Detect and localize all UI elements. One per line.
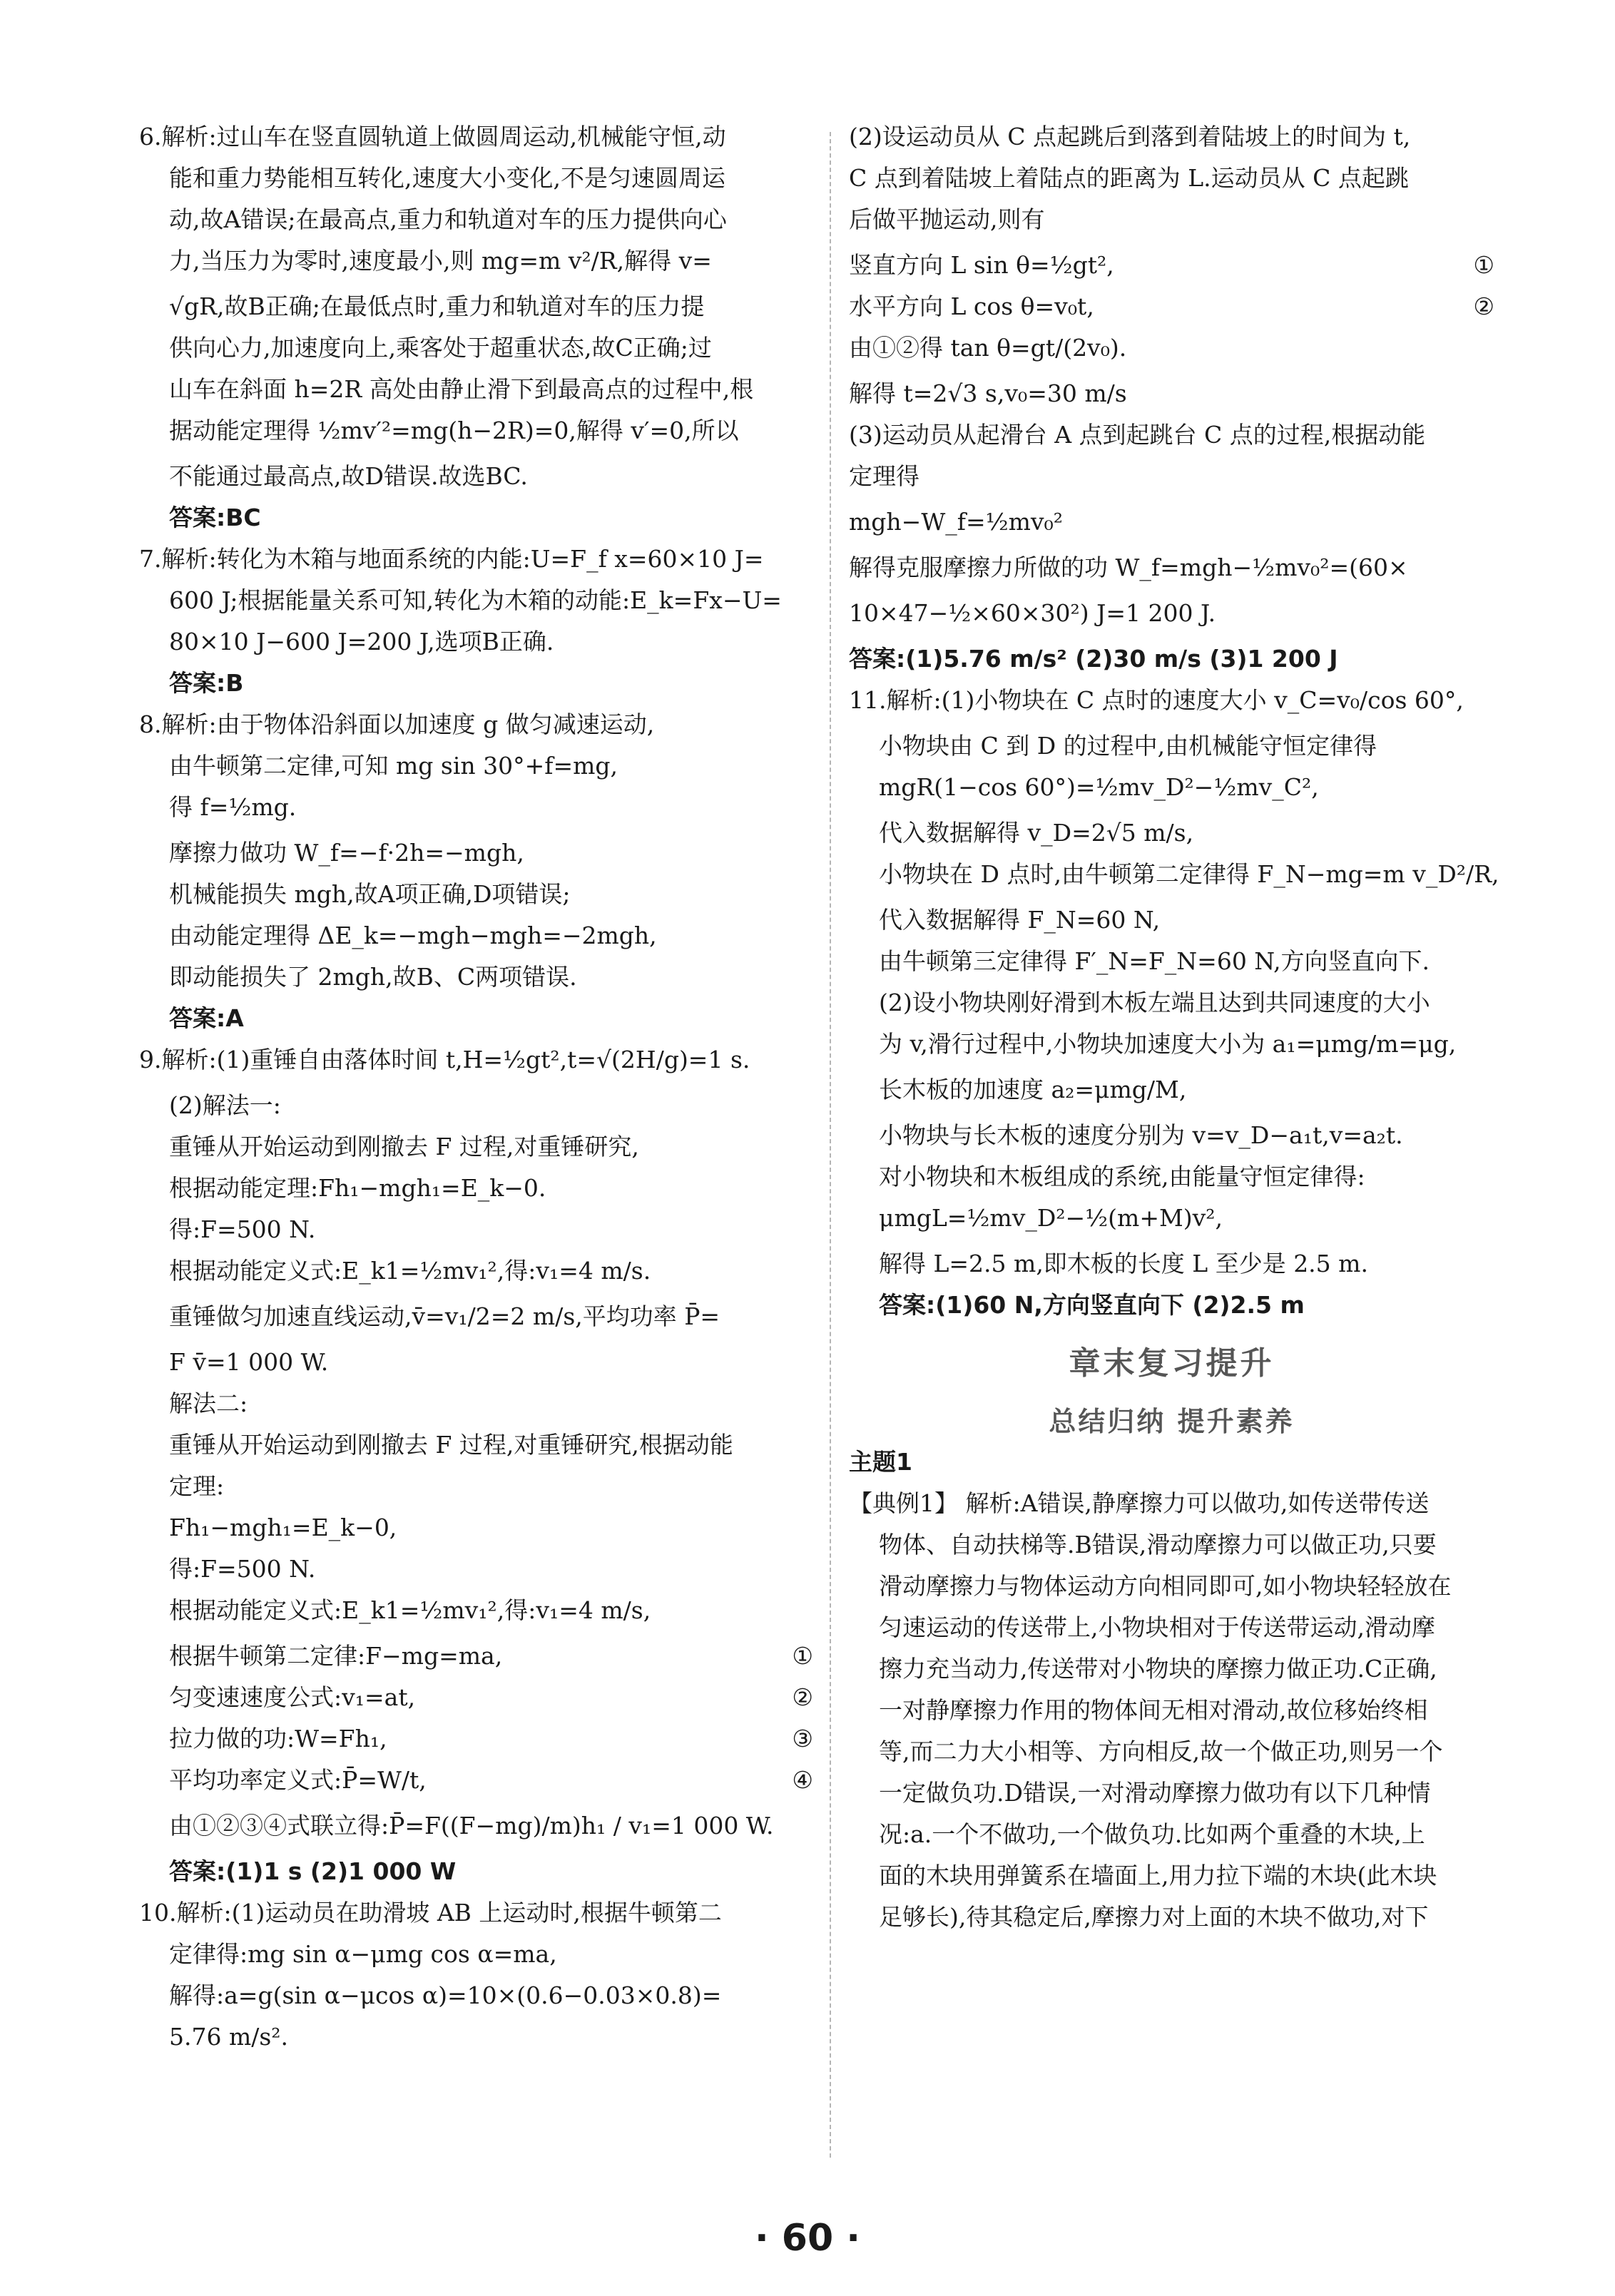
q6-line-3: 动,故A错误;在最高点,重力和轨道对车的压力提供向心 bbox=[169, 205, 727, 233]
q10-cont-line-2: C 点到着陆坡上着陆点的距离为 L.运动员从 C 点起跳 bbox=[849, 164, 1409, 192]
q6-line-9: 不能通过最高点,故D错误.故选BC. bbox=[169, 462, 528, 490]
q8-line-2: 由牛顿第二定律,可知 mg sin 30°+f=mg, bbox=[169, 752, 618, 780]
q7-line-3: 80×10 J−600 J=200 J,选项B正确. bbox=[169, 628, 554, 655]
q8-line-3: 得 f=½mg. bbox=[169, 793, 297, 821]
q9-line-5: 得:F=500 N. bbox=[169, 1215, 316, 1243]
q11-line-14: 解得 L=2.5 m,即木板的长度 L 至少是 2.5 m. bbox=[879, 1250, 1368, 1277]
q11-line-6: 代入数据解得 F_N=60 N, bbox=[879, 906, 1161, 934]
eq-mark-r1: ① bbox=[1473, 251, 1494, 279]
q9-line-2: (2)解法一: bbox=[169, 1091, 281, 1119]
q11-line-8: (2)设小物块刚好滑到木板左端且达到共同速度的大小 bbox=[879, 989, 1430, 1016]
q6-line-4: 力,当压力为零时,速度最小,则 mg=m v²/R,解得 v= bbox=[169, 247, 712, 275]
q6-line-2: 能和重力势能相互转化,速度大小变化,不是匀速圆周运 bbox=[169, 164, 725, 192]
q9-line-14: 根据动能定义式:E_k1=½mv₁²,得:v₁=4 m/s, bbox=[169, 1596, 651, 1624]
q9-line-7: 重锤做匀加速直线运动,v̄=v₁/2=2 m/s,平均功率 P̄= bbox=[169, 1302, 720, 1330]
q10-line-1: 10.解析:(1)运动员在助滑坡 AB 上运动时,根据牛顿第二 bbox=[139, 1899, 722, 1927]
q9-line-13: 得:F=500 N. bbox=[169, 1555, 316, 1583]
eq-mark-3: ③ bbox=[792, 1725, 813, 1752]
q11-line-9: 为 v,滑行过程中,小物块加速度大小为 a₁=μmg/m=μg, bbox=[879, 1030, 1457, 1058]
q9-eq-4 bbox=[139, 1765, 813, 1796]
q8-line-4: 摩擦力做功 W_f=−f·2h=−mgh, bbox=[169, 839, 524, 867]
q10-cont-line-10: mgh−W_f=½mv₀² bbox=[849, 508, 1063, 536]
q10-cont-line-6: 由①②得 tan θ=gt/(2v₀). bbox=[849, 334, 1127, 362]
q10-cont-line-8: (3)运动员从起滑台 A 点到起跳台 C 点的过程,根据动能 bbox=[849, 421, 1426, 449]
q6-answer: 答案:BC bbox=[169, 504, 261, 531]
example-line-10: 面的木块用弹簧系在墙面上,用力拉下端的木块(此木块 bbox=[879, 1862, 1437, 1889]
q11-line-7: 由牛顿第三定律得 F′_N=F_N=60 N,方向竖直向下. bbox=[879, 947, 1430, 975]
q11-line-11: 小物块与长木板的速度分别为 v=v_D−a₁t,v=a₂t. bbox=[879, 1121, 1403, 1149]
q9-eq-2-text: 匀变速速度公式:v₁=at, bbox=[169, 1683, 416, 1711]
q10-cont-line-3: 后做平抛运动,则有 bbox=[849, 205, 1045, 233]
q10-answer: 答案:(1)5.76 m/s² (2)30 m/s (3)1 200 J bbox=[849, 645, 1338, 673]
q8-line-5: 机械能损失 mgh,故A项正确,D项错误; bbox=[169, 880, 571, 908]
q11-line-12: 对小物块和木板组成的系统,由能量守恒定律得: bbox=[879, 1163, 1365, 1190]
q11-line-4: 代入数据解得 v_D=2√5 m/s, bbox=[879, 819, 1194, 847]
q9-line-9: 解法二: bbox=[169, 1389, 248, 1417]
example-line-8: 一定做负功.D错误,一对滑动摩擦力做功有以下几种情 bbox=[879, 1779, 1431, 1807]
q7-answer: 答案:B bbox=[169, 669, 244, 697]
q9-answer: 答案:(1)1 s (2)1 000 W bbox=[169, 1857, 457, 1885]
q6-line-5: √gR,故B正确;在最低点时,重力和轨道对车的压力提 bbox=[169, 292, 705, 320]
eq-mark-4: ④ bbox=[792, 1766, 813, 1794]
q10-eq-1-text: 竖直方向 L sin θ=½gt², bbox=[849, 251, 1114, 279]
q9-line-8: F v̄=1 000 W. bbox=[169, 1348, 329, 1376]
page-number: · 60 · bbox=[754, 2217, 861, 2260]
q9-line-11: 定理: bbox=[169, 1472, 225, 1500]
q10-cont-line-11: 解得克服摩擦力所做的功 W_f=mgh−½mv₀²=(60× bbox=[849, 553, 1408, 581]
q11-line-5: 小物块在 D 点时,由牛顿第二定律得 F_N−mg=m v_D²/R, bbox=[879, 860, 1499, 888]
q9-line-6: 根据动能定义式:E_k1=½mv₁²,得:v₁=4 m/s. bbox=[169, 1257, 651, 1285]
q10-eq-2 bbox=[849, 291, 1494, 322]
q10-line-3: 解得:a=g(sin α−μcos α)=10×(0.6−0.03×0.8)= bbox=[169, 1981, 722, 2009]
column-divider bbox=[830, 132, 831, 2158]
q9-eq-1-text: 根据牛顿第二定律:F−mg=ma, bbox=[169, 1642, 503, 1670]
q10-line-4: 5.76 m/s². bbox=[169, 2023, 289, 2051]
eq-mark-1: ① bbox=[792, 1642, 813, 1670]
example-line-4: 匀速运动的传送带上,小物块相对于传送带运动,滑动摩 bbox=[879, 1613, 1435, 1641]
example-line-1: 【典例1】 解析:A错误,静摩擦力可以做功,如传送带传送 bbox=[849, 1489, 1430, 1517]
eq-mark-r2: ② bbox=[1473, 292, 1494, 320]
q6-line-8: 据动能定理得 ½mv′²=mg(h−2R)=0,解得 v′=0,所以 bbox=[169, 417, 739, 444]
q9-eq-4-text: 平均功率定义式:P̄=W/t, bbox=[169, 1766, 427, 1794]
section-subtitle: 总结归纳 提升素养 bbox=[1049, 1406, 1295, 1437]
q11-line-3: mgR(1−cos 60°)=½mv_D²−½mv_C², bbox=[879, 773, 1319, 801]
q9-line-19: 由①②③④式联立得:P̄=F((F−mg)/m)h₁ / v₁=1 000 W. bbox=[169, 1812, 774, 1840]
example-line-3: 滑动摩擦力与物体运动方向相同即可,如小物块轻轻放在 bbox=[879, 1572, 1452, 1600]
q9-line-4: 根据动能定理:Fh₁−mgh₁=E_k−0. bbox=[169, 1174, 546, 1202]
q11-line-13: μmgL=½mv_D²−½(m+M)v², bbox=[879, 1204, 1223, 1232]
right-column bbox=[849, 121, 1499, 1943]
q7-line-2: 600 J;根据能量关系可知,转化为木箱的动能:E_k=Fx−U= bbox=[169, 586, 782, 614]
q10-cont-line-7: 解得 t=2√3 s,v₀=30 m/s bbox=[849, 379, 1127, 407]
q6-line-1: 6.解析:过山车在竖直圆轨道上做圆周运动,机械能守恒,动 bbox=[139, 123, 726, 150]
q10-cont-line-12: 10×47−½×60×30²) J=1 200 J. bbox=[849, 599, 1216, 627]
q8-answer: 答案:A bbox=[169, 1004, 244, 1032]
q11-line-2: 小物块由 C 到 D 的过程中,由机械能守恒定律得 bbox=[879, 732, 1377, 760]
q10-cont-line-9: 定理得 bbox=[849, 462, 919, 490]
q11-line-10: 长木板的加速度 a₂=μmg/M, bbox=[879, 1076, 1187, 1103]
q11-answer: 答案:(1)60 N,方向竖直向下 (2)2.5 m bbox=[879, 1291, 1305, 1319]
example-line-2: 物体、自动扶梯等.B错误,滑动摩擦力可以做正功,只要 bbox=[879, 1531, 1437, 1558]
q10-line-2: 定律得:mg sin α−μmg cos α=ma, bbox=[169, 1940, 557, 1968]
q8-line-1: 8.解析:由于物体沿斜面以加速度 g 做匀减速运动, bbox=[139, 710, 655, 738]
q6-line-7: 山车在斜面 h=2R 高处由静止滑下到最高点的过程中,根 bbox=[169, 375, 754, 403]
q11-line-1: 11.解析:(1)小物块在 C 点时的速度大小 v_C=v₀/cos 60°, bbox=[849, 686, 1464, 714]
q10-eq-2-text: 水平方向 L cos θ=v₀t, bbox=[849, 292, 1094, 320]
left-column bbox=[139, 121, 813, 2063]
q7-line-1: 7.解析:转化为木箱与地面系统的内能:U=F_f x=60×10 J= bbox=[139, 545, 764, 573]
example-line-7: 等,而二力大小相等、方向相反,故一个做正功,则另一个 bbox=[879, 1738, 1443, 1765]
eq-mark-2: ② bbox=[792, 1683, 813, 1711]
example-line-9: 况:a.一个不做功,一个做负功.比如两个重叠的木块,上 bbox=[879, 1820, 1425, 1848]
example-line-5: 擦力充当动力,传送带对小物块的摩擦力做正功.C正确, bbox=[879, 1655, 1437, 1683]
q9-eq-2 bbox=[139, 1682, 813, 1713]
section-title: 章末复习提升 bbox=[1069, 1345, 1275, 1382]
q8-line-6: 由动能定理得 ΔE_k=−mgh−mgh=−2mgh, bbox=[169, 922, 657, 949]
q8-line-7: 即动能损失了 2mgh,故B、C两项错误. bbox=[169, 963, 577, 991]
q10-eq-1 bbox=[849, 250, 1494, 281]
q9-line-1: 9.解析:(1)重锤自由落体时间 t,H=½gt²,t=√(2H/g)=1 s. bbox=[139, 1046, 750, 1073]
example-line-6: 一对静摩擦力作用的物体间无相对滑动,故位移始终相 bbox=[879, 1696, 1428, 1724]
q10-cont-line-1: (2)设运动员从 C 点起跳后到落到着陆坡上的时间为 t, bbox=[849, 123, 1411, 150]
topic-label: 主题1 bbox=[849, 1448, 912, 1476]
q9-eq-3 bbox=[139, 1723, 813, 1755]
q6-line-6: 供向心力,加速度向上,乘客处于超重状态,故C正确;过 bbox=[169, 334, 712, 362]
q9-line-3: 重锤从开始运动到刚撤去 F 过程,对重锤研究, bbox=[169, 1133, 639, 1160]
q9-eq-3-text: 拉力做的功:W=Fh₁, bbox=[169, 1725, 387, 1752]
q9-line-10: 重锤从开始运动到刚撤去 F 过程,对重锤研究,根据动能 bbox=[169, 1431, 733, 1459]
example-line-11: 足够长),待其稳定后,摩擦力对上面的木块不做功,对下 bbox=[879, 1903, 1429, 1931]
q9-eq-1 bbox=[139, 1641, 813, 1672]
q9-line-12: Fh₁−mgh₁=E_k−0, bbox=[169, 1514, 397, 1541]
